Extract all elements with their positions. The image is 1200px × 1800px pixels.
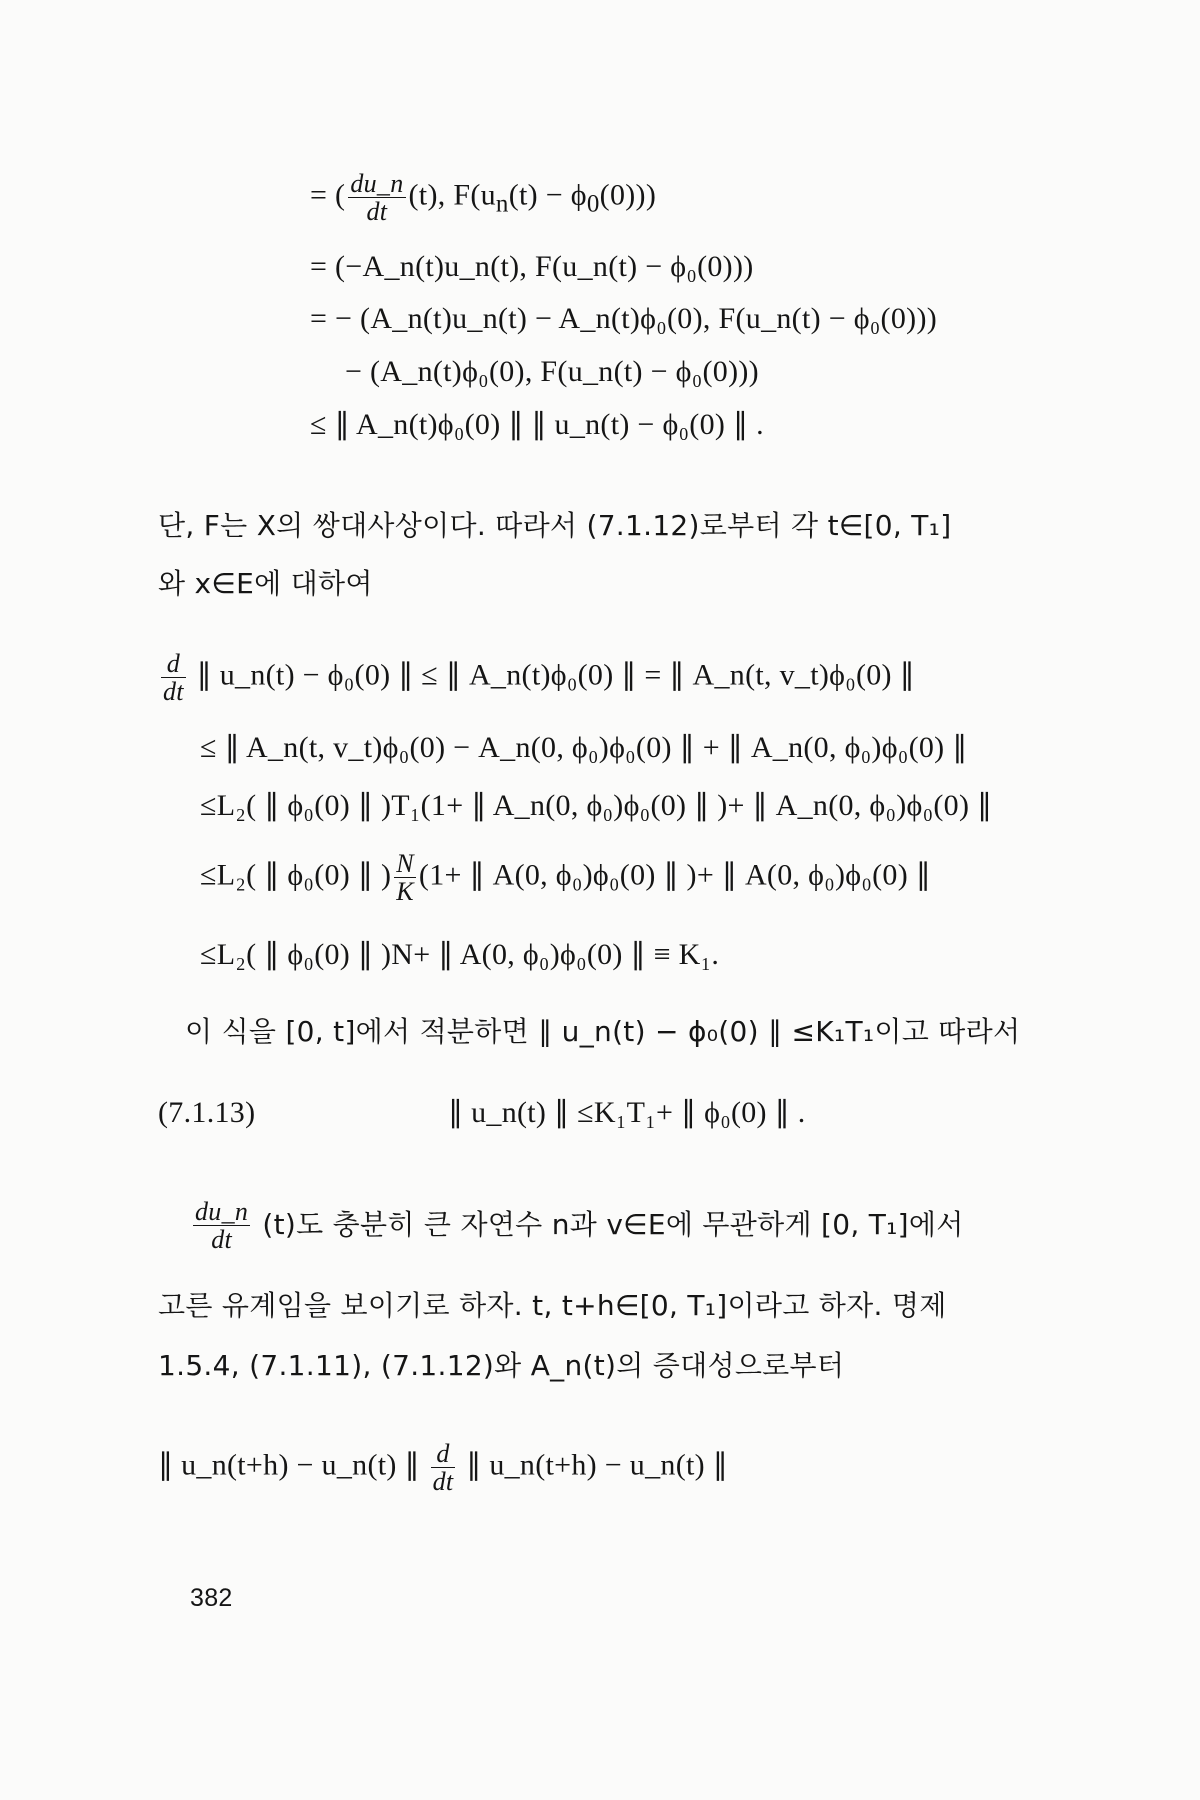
fraction-du-dt: $\frac{du\_n}{dt}$ [350,169,404,227]
fraction-d-dt: $\frac{d}{dt}$ [163,649,184,707]
fraction-N-K: $\frac{N}{K}$ [396,849,414,907]
paragraph-3-line-1: $\frac{du\_n}{dt}$ (t)도 충분히 큰 자연수 n과 v∈E에 무관하게 [0, T₁]에서 [195,1197,964,1255]
equation-line-10: ≤L₂( ∥ ϕ₀(0) ∥ )N+ ∥ A(0, ϕ₀)ϕ₀(0) ∥ ≡ K₁. [200,938,720,971]
paragraph-2: 이 식을 [0, t]에서 적분하면 ∥ u_n(t) − ϕ₀(0) ∥ ≤K₁T₁이고 따라서 [185,1015,1021,1048]
paragraph-1-line-2: 와 x∈E에 대하여 [158,567,373,600]
equation-7-1-13: ∥ u_n(t) ∥ ≤K₁T₁+ ∥ ϕ₀(0) ∥ . [448,1096,806,1129]
page-number: 382 [190,1584,233,1612]
paragraph-1-line-1: 단, F는 X의 쌍대사상이다. 따라서 (7.1.12)로부터 각 t∈[0, T₁] [158,509,952,542]
equation-line-6: $\frac{d}{dt}$ ∥ u_n(t) − ϕ₀(0) ∥ ≤ ∥ A_n(t)ϕ₀(0) ∥ = ∥ A_n(t, v_t)ϕ₀(0) ∥ [163,649,915,707]
equation-line-8: ≤L₂( ∥ ϕ₀(0) ∥ )T₁(1+ ∥ A_n(0, ϕ₀)ϕ₀(0) ∥ )+ ∥ A_n(0, ϕ₀)ϕ₀(0) ∥ [200,789,993,822]
equation-label: (7.1.13) [158,1096,256,1129]
equation-line-4: − (A_n(t)ϕ₀(0), F(u_n(t) − ϕ₀(0))) [345,355,759,388]
paragraph-3-line-3: 1.5.4, (7.1.11), (7.1.12)와 A_n(t)의 증대성으로부터 [158,1349,845,1382]
equation-line-3: = − (A_n(t)u_n(t) − A_n(t)ϕ₀(0), F(u_n(t) − ϕ₀(0))) [310,302,938,335]
paragraph-3-line-2: 고른 유계임을 보이기로 하자. t, t+h∈[0, T₁]이라고 하자. 명제 [158,1289,947,1322]
fraction-d-dt-2: $\frac{d}{dt}$ [432,1439,454,1497]
equation-line-9: ≤L₂( ∥ ϕ₀(0) ∥ ) $\frac{N}{K}$ (1+ ∥ A(0, ϕ₀)ϕ₀(0) ∥ )+ ∥ A(0, ϕ₀)ϕ₀(0) ∥ [200,849,932,907]
equation-line-7: ≤ ∥ A_n(t, v_t)ϕ₀(0) − A_n(0, ϕ₀)ϕ₀(0) ∥ + ∥ A_n(0, ϕ₀)ϕ₀(0) ∥ [200,731,968,764]
fraction-du-dt-2: $\frac{du\_n}{dt}$ [195,1197,249,1255]
equation-line-2: = (−A_n(t)u_n(t), F(u_n(t) − ϕ₀(0))) [310,250,754,283]
equation-line-11: ∥ u_n(t+h) − u_n(t) ∥ $\frac{d}{dt}$ ∥ u_n(t+h) − u_n(t) ∥ [158,1439,729,1497]
equation-line-5: ≤ ∥ A_n(t)ϕ₀(0) ∥ ∥ u_n(t) − ϕ₀(0) ∥ . [310,408,764,441]
equation-line-1: = ( $\frac{du\_n}{dt}$ (t), $F(u_n(t) - \phi_0(0))$) [310,169,657,227]
